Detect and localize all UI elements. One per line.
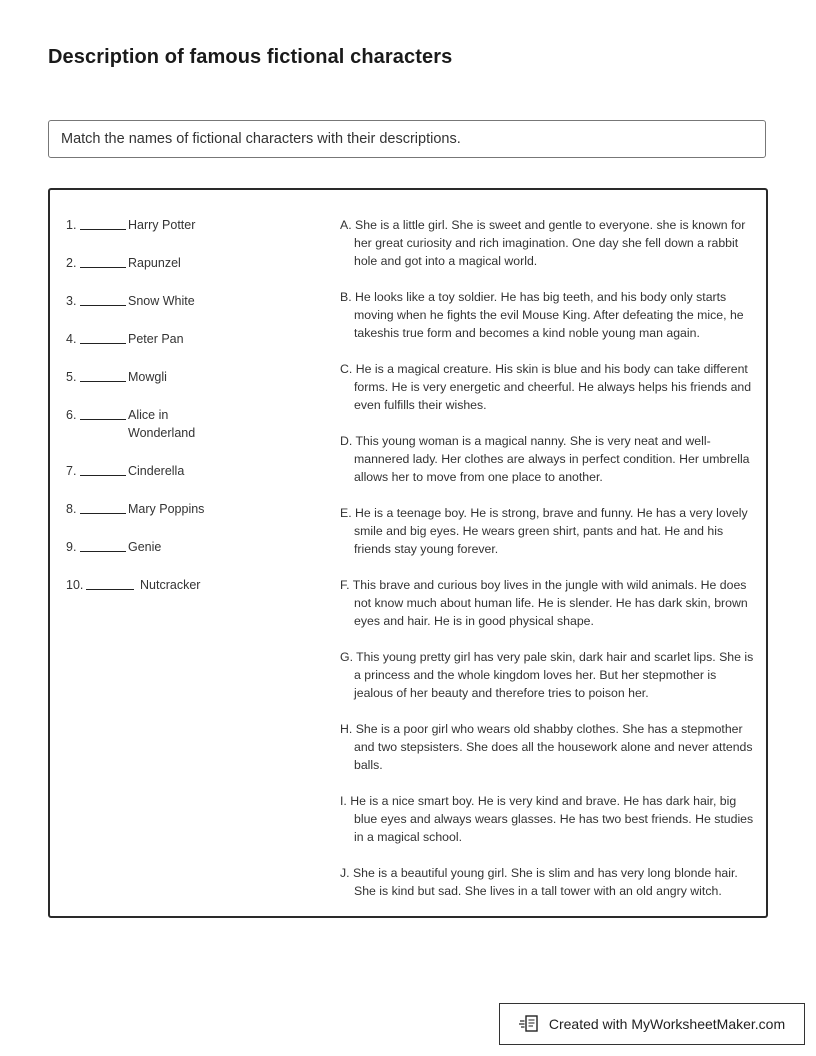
name-item [66,368,316,386]
item-number: 10. [66,578,84,592]
names-column [66,216,316,614]
instructions-text: Match the names of fictional characters with their descriptions. [61,131,461,147]
answer-blank[interactable] [80,292,126,306]
item-number: 8. [66,502,77,516]
name-item [66,500,316,518]
worksheet-logo-icon [519,1014,541,1034]
item-number: 2. [66,256,77,270]
answer-blank[interactable] [80,216,126,230]
answer-blank[interactable] [86,576,134,590]
description-item: G. This young pretty girl has very pale skin, dark hair and scarlet lips. She is a princess and the whole kingdom loves her. But her stepmother is jealous of her beauty and therefore tries to poison her. [340,650,754,700]
item-number: 1. [66,218,77,232]
matching-panel [48,188,768,918]
description-item: A. She is a little girl. She is sweet and gentle to everyone. she is known for her great curiosity and rich imagination. One day she fell down a rabbit hole and got into a magical world. [340,218,746,268]
name-item [66,254,316,272]
character-name: Mary Poppins [128,502,205,516]
name-item [66,216,316,234]
character-name: Cinderella [128,464,185,478]
description-item: B. He looks like a toy soldier. He has big teeth, and his body only starts moving when he fights the evil Mouse King. After defeating the mice, he takeshis true form and becomes a kind noble young man again. [340,290,744,340]
item-number: 5. [66,370,77,384]
page-title: Description of famous fictional characters [48,46,453,68]
item-number: 9. [66,540,77,554]
description-item: E. He is a teenage boy. He is strong, brave and funny. He has a very lovely smile and big eyes. He wears green shirt, pants and hat. He and his friends stay young forever. [340,506,748,556]
description-item: H. She is a poor girl who wears old shabby clothes. She has a stepmother and two stepsisters. She does all the housework alone and never attends balls. [340,722,753,772]
name-item [66,462,316,480]
descriptions-column [340,216,754,918]
name-item [66,538,316,556]
answer-blank[interactable] [80,254,126,268]
character-name: Peter Pan [128,332,184,346]
name-item [66,330,316,348]
description-item: C. He is a magical creature. His skin is blue and his body can take different forms. He is very energetic and cheerful. He always helps his friends and even fulfills their wishes. [340,362,752,412]
answer-blank[interactable] [80,330,126,344]
item-number: 6. [66,408,77,422]
description-item: D. This young woman is a magical nanny. She is very neat and well-mannered lady. Her clothes are always in perfect condition. Her umbrella allows her to move from one place to another. [340,434,750,484]
name-item [66,576,316,594]
description-item: J. She is a beautiful young girl. She is slim and has very long blonde hair. She is kind but sad. She lives in a tall tower with an old angry witch. [340,866,738,898]
character-name: Mowgli [128,370,167,384]
description-item: I. He is a nice smart boy. He is very kind and brave. He has dark hair, big blue eyes and always wears glasses. He has two best friends. He studies in a magical school. [340,794,754,844]
answer-blank[interactable] [80,406,126,420]
character-name: Alice in Wonderland [128,408,196,440]
character-name: Snow White [128,294,195,308]
character-name: Harry Potter [128,218,196,232]
item-number: 3. [66,294,77,308]
name-item [66,406,316,442]
description-item: F. This brave and curious boy lives in the jungle with wild animals. He does not know much about human life. He is slender. He has dark skin, brown eyes and hair. He is in good physical shape. [340,578,748,628]
answer-blank[interactable] [80,462,126,476]
answer-blank[interactable] [80,500,126,514]
character-name: Genie [128,540,162,554]
character-name: Rapunzel [128,256,181,270]
answer-blank[interactable] [80,538,126,552]
footer-text: Created with MyWorksheetMaker.com [548,1016,786,1032]
character-name: Nutcracker [140,578,201,592]
item-number: 7. [66,464,77,478]
name-item [66,292,316,310]
item-number: 4. [66,332,77,346]
answer-blank[interactable] [80,368,126,382]
instructions-box [48,120,766,158]
footer-badge[interactable] [499,1003,805,1045]
